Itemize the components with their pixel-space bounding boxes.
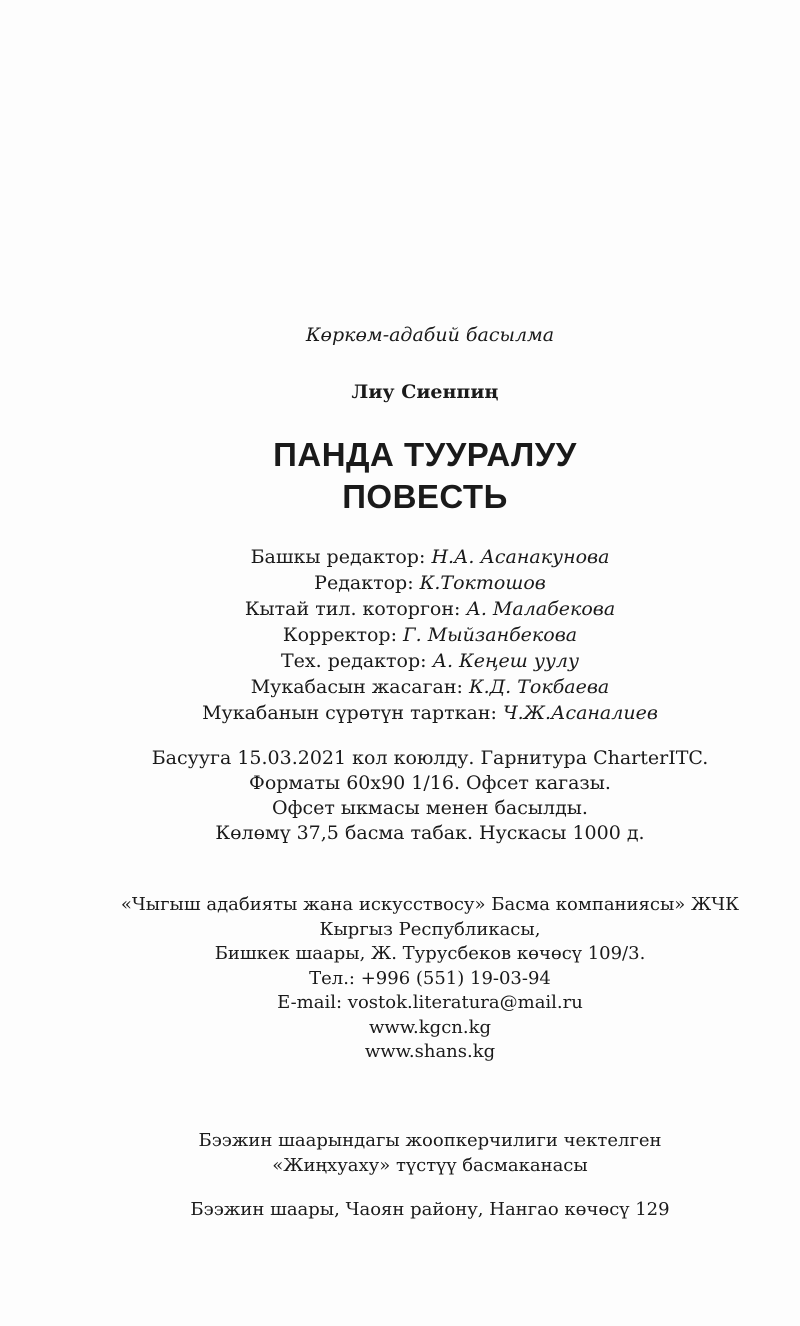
credit-name: Н.А. Асанакунова <box>431 546 610 568</box>
credit-name: А. Малабекова <box>466 598 616 620</box>
credit-role: Корректор: <box>282 624 397 646</box>
publisher-address: Бишкек шаары, Ж. Турусбеков көчөсү 109/3. <box>214 943 646 964</box>
credit-role: Кытай тил. которгон: <box>244 598 461 620</box>
printer-line: «Жиңхуаху» түстүү басмаканасы <box>272 1155 588 1176</box>
publisher-website: www.kgcn.kg <box>368 1016 492 1038</box>
print-info-line: Форматы 60х90 1/16. Офсет кагазы. <box>249 772 611 794</box>
printer-block <box>0 1128 800 1178</box>
printer-address: Бээжин шаары, Чаоян району, Нангао көчөсү 129 <box>190 1199 670 1220</box>
genre-label: Көркөм-адабий басылма <box>305 324 555 346</box>
credit-role: Мукабасын жасаган: <box>250 676 463 698</box>
credit-name: А. Кеңеш уулу <box>432 650 579 672</box>
credits-block <box>0 544 800 726</box>
credit-role: Мукабанын сүрөтүн тарткан: <box>202 702 497 724</box>
publisher-name: «Чыгыш адабияты жана искусствосу» Басма компаниясы» ЖЧК <box>120 894 740 915</box>
publisher-country: Кыргыз Республикасы, <box>319 918 541 940</box>
credit-name: Ч.Ж.Асаналиев <box>502 702 658 724</box>
credit-row-translator <box>0 596 800 622</box>
author-name: Лиу Сиенпиң <box>351 381 499 403</box>
credit-role: Редактор: <box>314 572 414 594</box>
publisher-email: E-mail: vostok.literatura@mail.ru <box>277 992 583 1013</box>
credit-role: Башкы редактор: <box>250 546 426 568</box>
credit-name: Г. Мыйзанбекова <box>403 624 578 646</box>
book-title-line-1: ПАНДА ТУУРАЛУУ <box>273 436 577 473</box>
credit-name: К.Д. Токбаева <box>468 676 610 698</box>
book-title-line-2: ПОВЕСТЬ <box>342 478 508 515</box>
publisher-website: www.shans.kg <box>364 1041 496 1062</box>
credit-name: К.Токтошов <box>419 572 546 594</box>
credit-row-cover-artist <box>0 700 800 726</box>
print-info-block <box>0 746 800 846</box>
credit-row-editor <box>0 570 800 596</box>
credit-role: Тех. редактор: <box>281 650 427 672</box>
credit-row-chief-editor <box>0 544 800 570</box>
printer-line: Бээжин шаарындагы жоопкерчилиги чектелген <box>198 1130 662 1151</box>
credit-row-proofreader <box>0 622 800 648</box>
publisher-block <box>0 893 800 1065</box>
credit-row-cover-designer <box>0 674 800 700</box>
print-info-line: Көлөмү 37,5 басма табак. Нускасы 1000 д. <box>215 822 645 844</box>
publisher-phone: Тел.: +996 (551) 19-03-94 <box>309 967 551 989</box>
print-info-line: Офсет ыкмасы менен басылды. <box>272 797 588 819</box>
print-info-line: Басууга 15.03.2021 кол коюлду. Гарнитура CharterITC. <box>151 747 709 769</box>
credit-row-tech-editor <box>0 648 800 674</box>
